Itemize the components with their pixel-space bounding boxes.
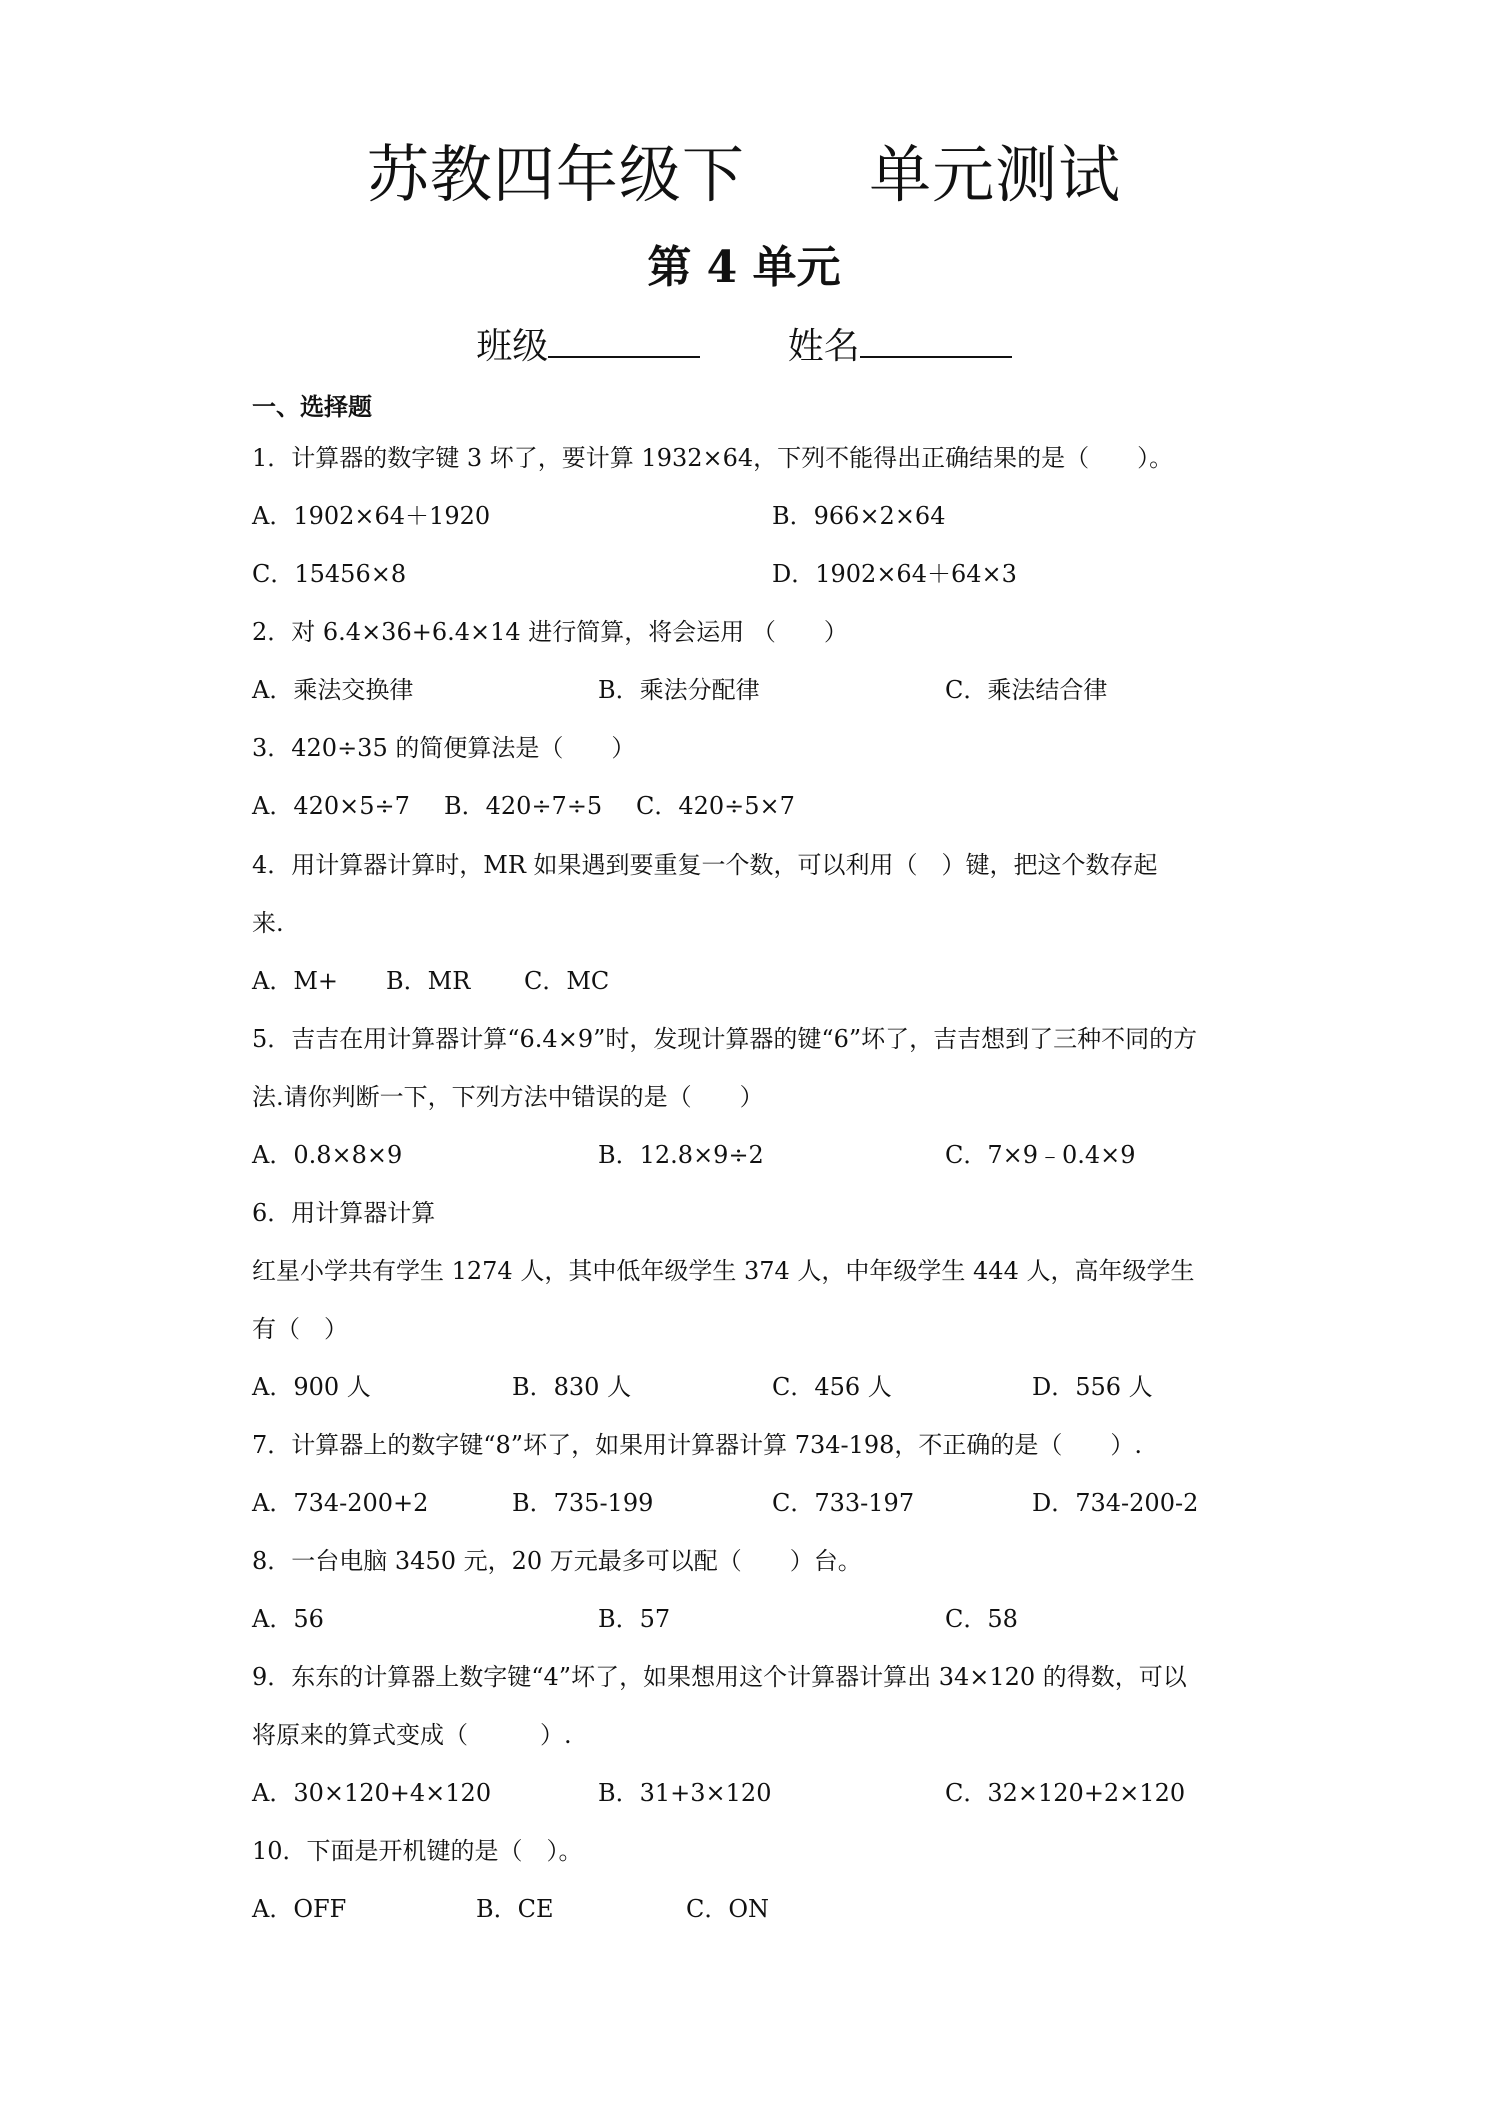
name-field (788, 322, 1012, 372)
question-4-option-a[interactable]: A．M+ (252, 967, 339, 995)
question-6-text-line-1: 6．用计算器计算 (252, 1199, 436, 1227)
page-title: 苏教四年级下 单元测试 (366, 138, 1122, 211)
question-9-option-c[interactable]: C．32×120+2×120 (945, 1779, 1186, 1807)
question-5-text-line-1: 5．吉吉在用计算器计算“6.4×9”时，发现计算器的键“6”坏了，吉吉想到了三种不同的方 (252, 1025, 1198, 1053)
section-title: 一、选择题 (252, 393, 372, 421)
question-7-option-d[interactable]: D．734-200-2 (1032, 1489, 1199, 1517)
question-6-option-d[interactable]: D．556 人 (1032, 1373, 1153, 1401)
question-1-option-c[interactable]: C．15456×8 (252, 560, 407, 588)
question-6-option-c[interactable]: C．456 人 (772, 1373, 892, 1401)
class-label: 班级 (476, 326, 549, 367)
question-4-text-line-1: 4．用计算器计算时，MR 如果遇到要重复一个数，可以利用（ ）键，把这个数存起 (252, 851, 1158, 879)
question-3-option-a[interactable]: A．420×5÷7 (252, 792, 410, 820)
question-1-option-d[interactable]: D．1902×64＋64×3 (772, 560, 1017, 588)
question-5-option-b[interactable]: B．12.8×9÷2 (598, 1141, 764, 1169)
question-7-text: 7．计算器上的数字键“8”坏了，如果用计算器计算 734-198，不正确的是（ ）. (252, 1431, 1143, 1459)
question-4-option-c[interactable]: C．MC (524, 967, 610, 995)
question-2-option-a[interactable]: A．乘法交换律 (252, 676, 414, 704)
question-7-option-b[interactable]: B．735-199 (512, 1489, 654, 1517)
question-8-option-b[interactable]: B．57 (598, 1605, 671, 1633)
unit-subtitle: 第 4 单元 (647, 242, 841, 293)
question-8-option-a[interactable]: A．56 (252, 1605, 324, 1633)
student-info-fields (0, 322, 1488, 372)
question-1-text: 1．计算器的数字键 3 坏了，要计算 1932×64，下列不能得出正确结果的是（ ）。 (252, 444, 1174, 472)
question-6-text-line-3: 有（ ） (252, 1315, 348, 1343)
name-label: 姓名 (787, 326, 860, 367)
question-3-option-c[interactable]: C．420÷5×7 (636, 792, 795, 820)
question-9-option-b[interactable]: B．31+3×120 (598, 1779, 772, 1807)
question-10-option-b[interactable]: B．CE (476, 1895, 554, 1923)
question-6-option-b[interactable]: B．830 人 (512, 1373, 632, 1401)
question-9-text-line-2: 将原来的算式变成（ ）. (252, 1721, 572, 1749)
question-5-option-c[interactable]: C．7×9﹣0.4×9 (945, 1141, 1136, 1169)
question-3-text: 3．420÷35 的简便算法是（ ） (252, 734, 636, 762)
question-10-option-c[interactable]: C．ON (686, 1895, 770, 1923)
question-5-text-line-2: 法.请你判断一下，下列方法中错误的是（ ） (252, 1083, 764, 1111)
question-2-option-c[interactable]: C．乘法结合律 (945, 676, 1108, 704)
question-8-text: 8．一台电脑 3450 元，20 万元最多可以配（ ）台。 (252, 1547, 862, 1575)
class-blank[interactable] (548, 322, 700, 358)
question-1-option-b[interactable]: B．966×2×64 (772, 502, 946, 530)
question-4-text-line-2: 来. (252, 909, 284, 937)
question-10-text: 10．下面是开机键的是（ ）。 (252, 1837, 583, 1865)
question-5-option-a[interactable]: A．0.8×8×9 (252, 1141, 403, 1169)
question-2-option-b[interactable]: B．乘法分配律 (598, 676, 760, 704)
question-7-option-a[interactable]: A．734-200+2 (252, 1489, 429, 1517)
question-3-option-b[interactable]: B．420÷7÷5 (444, 792, 603, 820)
name-blank[interactable] (860, 322, 1012, 358)
question-8-option-c[interactable]: C．58 (945, 1605, 1018, 1633)
question-2-text: 2．对 6.4×36+6.4×14 进行简算，将会运用 （ ） (252, 618, 848, 646)
question-9-option-a[interactable]: A．30×120+4×120 (252, 1779, 492, 1807)
question-9-text-line-1: 9．东东的计算器上数字键“4”坏了，如果想用这个计算器计算出 34×120 的得数，可以 (252, 1663, 1187, 1691)
question-10-option-a[interactable]: A．OFF (252, 1895, 347, 1923)
question-7-option-c[interactable]: C．733-197 (772, 1489, 915, 1517)
class-field (476, 322, 700, 372)
question-6-text-line-2: 红星小学共有学生 1274 人，其中低年级学生 374 人，中年级学生 444 人，高年级学生 (252, 1257, 1195, 1285)
question-6-option-a[interactable]: A．900 人 (252, 1373, 371, 1401)
question-4-option-b[interactable]: B．MR (386, 967, 471, 995)
question-1-option-a[interactable]: A．1902×64＋1920 (252, 502, 491, 530)
